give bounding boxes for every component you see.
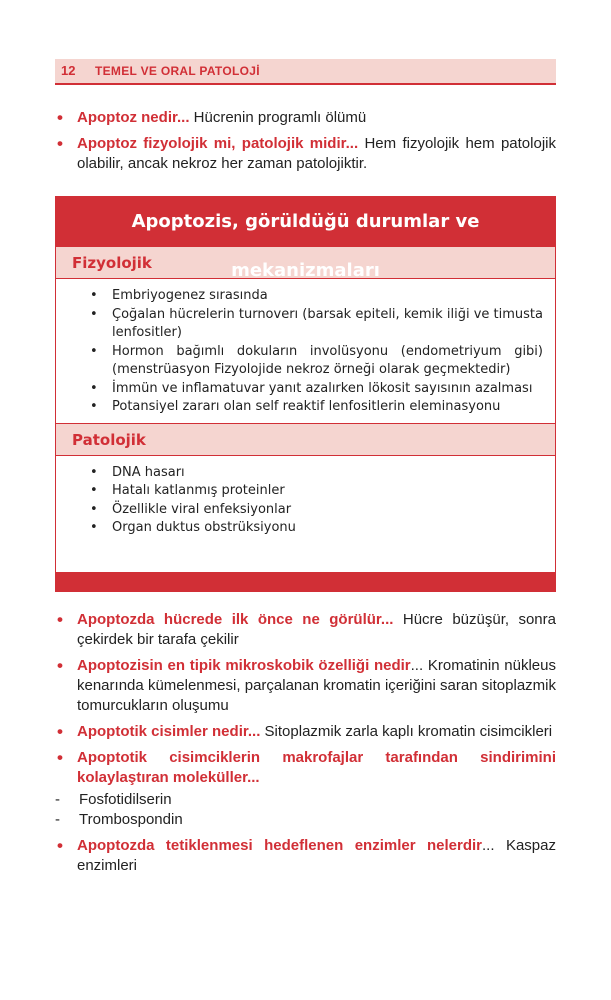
- answer: Sitoplazmik zarla kaplı kromatin cisimcikleri: [260, 723, 553, 740]
- list-item: [55, 836, 556, 876]
- answer: ... Kromatinin nükleus kenarında kümelenmesi, parçalanan kromatin içeriğini saran sitoplazmik tomurcukların oluşumu: [77, 657, 556, 714]
- dash-marker: -: [55, 791, 60, 808]
- list-item: [55, 610, 556, 650]
- apoptosis-info-box: [55, 196, 556, 592]
- question: Apoptozda tetiklenmesi hedeflenen enzimler nelerdir: [77, 837, 483, 854]
- dash-marker: -: [55, 811, 60, 828]
- list-item: [55, 722, 556, 742]
- list-item: [55, 134, 556, 174]
- list-item: [55, 656, 556, 716]
- answer: Hücrenin programlı ölümü: [189, 109, 367, 126]
- detail-bullet-list: [55, 610, 556, 882]
- answer: Hem fizyolojik hem patolojik olabilir, ancak nekroz her zaman patolojiktir.: [77, 135, 556, 172]
- answer: ... Kaspaz enzimleri: [77, 837, 556, 874]
- section-heading-patolojik: Patolojik: [56, 423, 555, 456]
- list-item: • Çoğalan hücrelerin turnoverı (barsak epiteli, kemik iliği ve timusta lenfositler): [90, 306, 543, 343]
- list-item: • Embriyogenez sırasında: [90, 287, 543, 306]
- page-header: [55, 59, 556, 85]
- chapter-title: TEMEL VE ORAL PATOLOJİ: [95, 64, 260, 78]
- sub-list-item: [55, 810, 556, 830]
- list-item: • DNA hasarı: [90, 464, 543, 483]
- question: Apoptoz fizyolojik mi, patolojik midir...: [77, 135, 359, 152]
- list-item: • Organ duktus obstrüksiyonu: [90, 519, 543, 538]
- question: Apoptoz nedir...: [77, 109, 190, 126]
- box-footer-bar: [56, 572, 555, 591]
- question: Apoptozda hücrede ilk önce ne görülür...: [77, 611, 394, 628]
- box-title: Apoptozis, görüldüğü durumlar ve mekanizmaları: [56, 197, 555, 246]
- sub-item-text: Fosfotidilserin: [79, 791, 172, 808]
- list-item: [55, 748, 556, 830]
- physiological-list: [56, 279, 555, 423]
- question: Apoptotik cisimler nedir...: [77, 723, 261, 740]
- sub-item-text: Trombospondin: [79, 811, 183, 828]
- list-item: • Hatalı katlanmış proteinler: [90, 482, 543, 501]
- intro-bullet-list: [55, 108, 556, 180]
- page-number: 12: [61, 63, 76, 78]
- question: Apoptozisin en tipik mikroskobik özelliği nedir: [77, 657, 411, 674]
- sub-list-item: [55, 790, 556, 810]
- question: Apoptotik cisimciklerin makrofajlar tarafından sindirimini kolaylaştıran moleküller...: [77, 749, 556, 786]
- pathological-list: [56, 456, 555, 544]
- list-item: • Özellikle viral enfeksiyonlar: [90, 501, 543, 520]
- answer: Hücre büzüşür, sonra çekirdek bir tarafa çekilir: [77, 611, 556, 648]
- list-item: • Hormon bağımlı dokuların involüsyonu (endometriyum gibi) (menstrüasyon Fizyolojide nekroz örneği olarak geçmektedir): [90, 343, 543, 380]
- sub-list: [55, 790, 556, 830]
- list-item: • Potansiyel zararı olan self reaktif lenfositlerin eleminasyonu: [90, 398, 543, 417]
- list-item: • İmmün ve inflamatuvar yanıt azalırken lökosit sayısının azalması: [90, 380, 543, 399]
- list-item: [55, 108, 556, 128]
- section-heading-fizyolojik: Fizyolojik: [56, 246, 555, 279]
